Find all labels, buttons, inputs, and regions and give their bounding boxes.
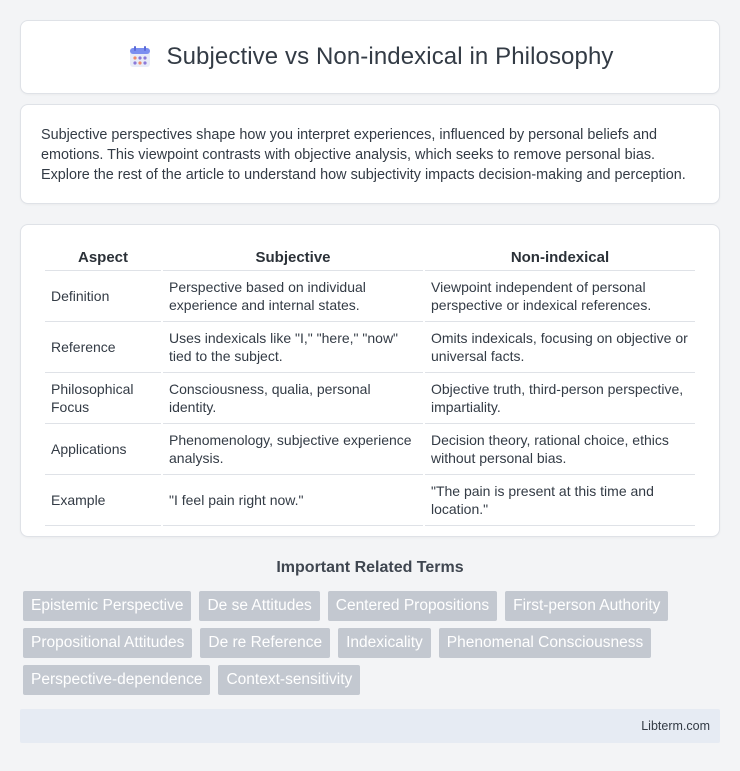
intro-paragraph: Subjective perspectives shape how you interpret experiences, influenced by personal beliefs and emotions. This viewpoint contrasts with objective analysis, which seeks to remove personal bias. Explore the rest of the article to understand how subjectivity impacts decision-making and perception. (41, 127, 686, 183)
aspect-cell: Applications (45, 424, 161, 475)
non-indexical-cell: Objective truth, third-person perspective, impartiality. (425, 373, 695, 424)
non-indexical-cell: Decision theory, rational choice, ethics without personal bias. (425, 424, 695, 475)
related-term-tag[interactable]: De se Attitudes (199, 591, 319, 621)
non-indexical-cell: Viewpoint independent of personal perspective or indexical references. (425, 271, 695, 322)
related-terms-heading: Important Related Terms (276, 559, 464, 576)
aspect-cell: Philosophical Focus (45, 373, 161, 424)
footer-site-link[interactable]: Libterm.com (641, 719, 710, 733)
related-term-tag[interactable]: First-person Authority (505, 591, 668, 621)
table-row (45, 475, 695, 526)
column-header-subjective: Subjective (163, 245, 423, 271)
column-header-non-indexical: Non-indexical (425, 245, 695, 271)
table-row (45, 271, 695, 322)
subjective-cell: Perspective based on individual experience and internal states. (163, 271, 423, 322)
aspect-cell: Example (45, 475, 161, 526)
related-term-tag[interactable]: De re Reference (200, 628, 330, 658)
related-term-tag[interactable]: Perspective-dependence (23, 665, 210, 695)
footer (20, 709, 720, 743)
related-term-tag[interactable]: Propositional Attitudes (23, 628, 192, 658)
table-row (45, 373, 695, 424)
related-terms-list (20, 591, 720, 695)
table-row (45, 424, 695, 475)
comparison-table-card (20, 224, 720, 537)
comparison-table (43, 245, 697, 526)
aspect-cell: Definition (45, 271, 161, 322)
related-term-tag[interactable]: Phenomenal Consciousness (439, 628, 651, 658)
non-indexical-cell: Omits indexicals, focusing on objective or universal facts. (425, 322, 695, 373)
intro-card (20, 104, 720, 204)
related-term-tag[interactable]: Centered Propositions (328, 591, 497, 621)
page-title: Subjective vs Non-indexical in Philosophy (166, 43, 614, 70)
subjective-cell: Phenomenology, subjective experience analysis. (163, 424, 423, 475)
table-header-row (45, 245, 695, 271)
aspect-cell: Reference (45, 322, 161, 373)
subjective-cell: Uses indexicals like "I," "here," "now" tied to the subject. (163, 322, 423, 373)
table-row (45, 322, 695, 373)
subjective-cell: "I feel pain right now." (163, 475, 423, 526)
calendar-grid-icon (127, 44, 153, 70)
non-indexical-cell: "The pain is present at this time and location." (425, 475, 695, 526)
related-term-tag[interactable]: Indexicality (338, 628, 431, 658)
title-card (20, 20, 720, 94)
subjective-cell: Consciousness, qualia, personal identity. (163, 373, 423, 424)
related-term-tag[interactable]: Epistemic Perspective (23, 591, 191, 621)
related-term-tag[interactable]: Context-sensitivity (218, 665, 360, 695)
column-header-aspect: Aspect (45, 245, 161, 271)
